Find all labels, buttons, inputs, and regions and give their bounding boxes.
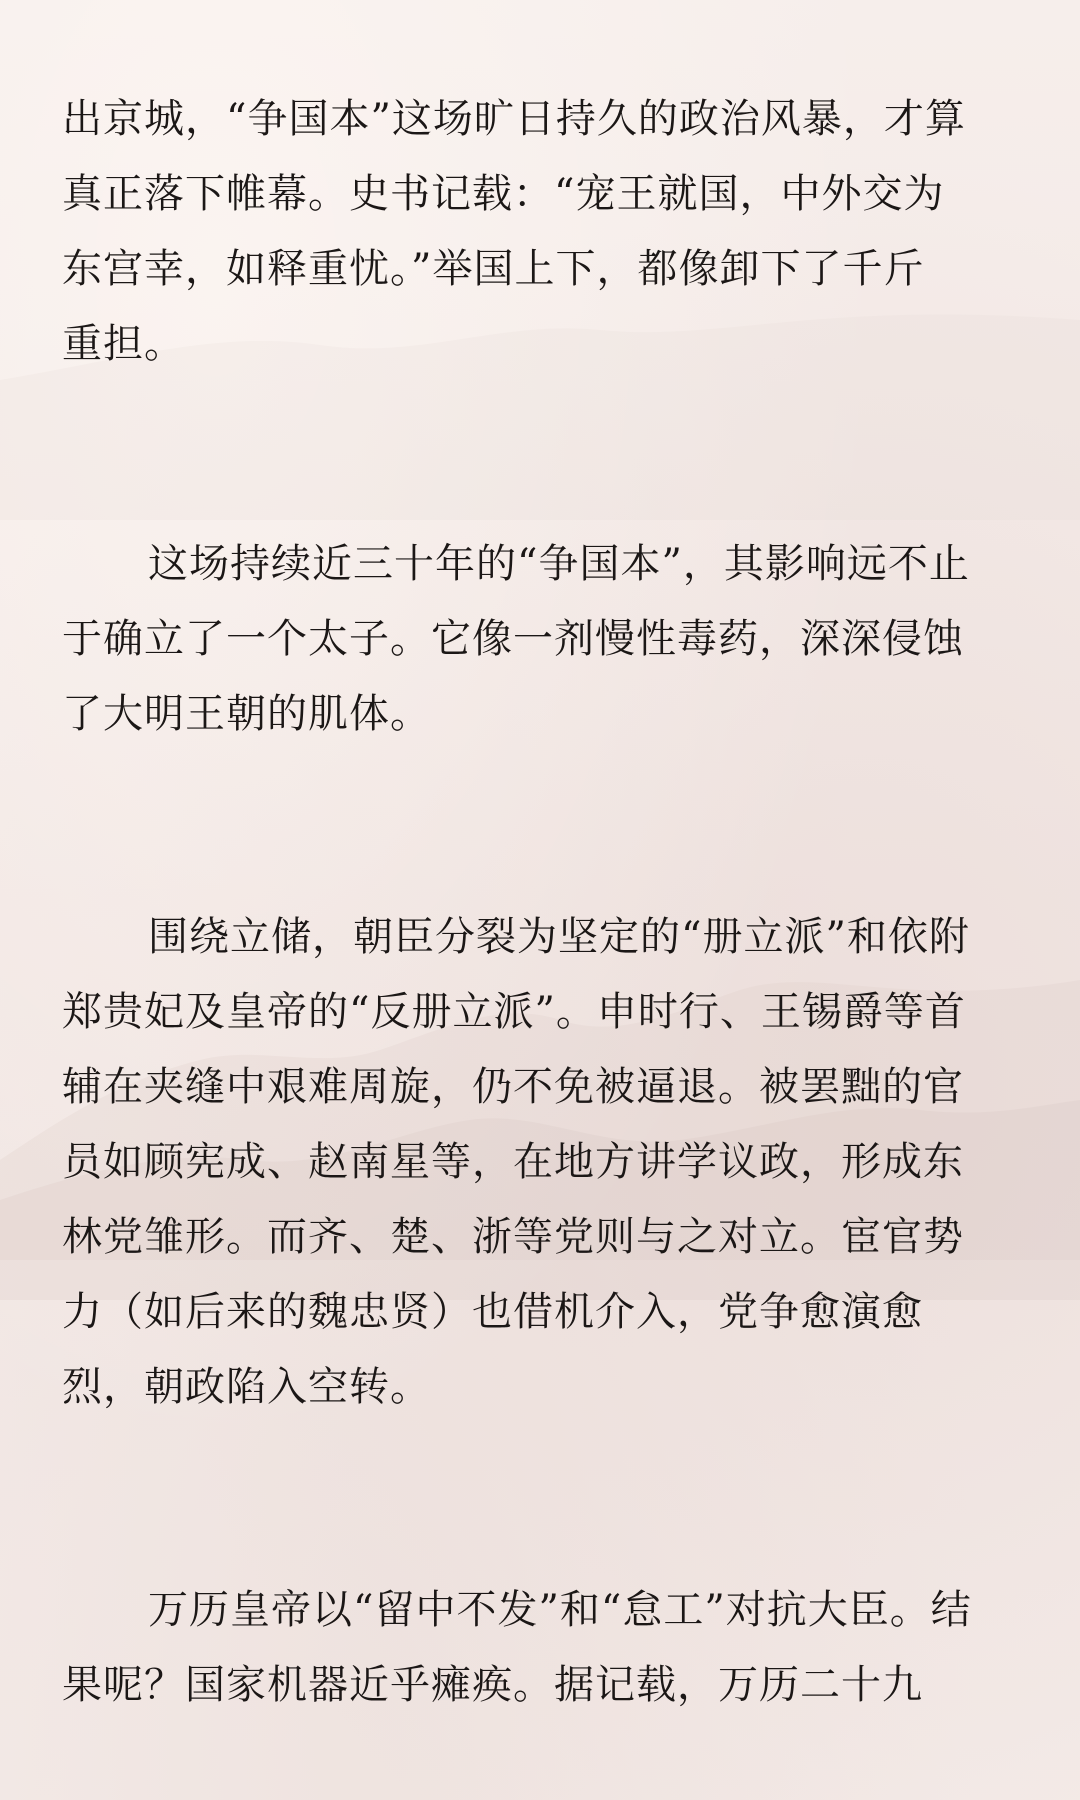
article-body — [62, 82, 1012, 1723]
paragraph-4: 万历皇帝以“留中不发”和“怠工”对抗大臣。结 果呢？国家机器近乎瘫痪。据记载，万历二十九 — [62, 1587, 972, 1708]
paragraph-spacer — [62, 752, 1012, 900]
paragraph-3: 围绕立储，朝臣分裂为坚定的“册立派”和依附 郑贵妃及皇帝的“反册立派”。申时行、王锡爵等首 辅在夹缝中艰难周旋，仍不免被逼退。被罢黜的官 员如顾宪成、赵南星等，在地方讲学议政，形成东 林党雏形。而齐、楚、浙等党则与之对立。宦官势 力（如后来的魏忠贤）也借机介入，党争愈演愈 烈，朝政陷入空转。 — [62, 914, 970, 1410]
paragraph-spacer — [62, 382, 1012, 527]
paragraph-1: 出京城，“争国本”这场旷日持久的政治风暴，才算 真正落下帷幕。史书记载：“宠王就国，中外交为 东宫幸，如释重忧。”举国上下，都像卸下了千斤 重担。 — [62, 96, 966, 367]
paragraph-spacer — [62, 1425, 1012, 1573]
paragraph-2: 这场持续近三十年的“争国本”，其影响远不止 于确立了一个太子。它像一剂慢性毒药，深深侵蚀 了大明王朝的肌体。 — [62, 541, 970, 737]
